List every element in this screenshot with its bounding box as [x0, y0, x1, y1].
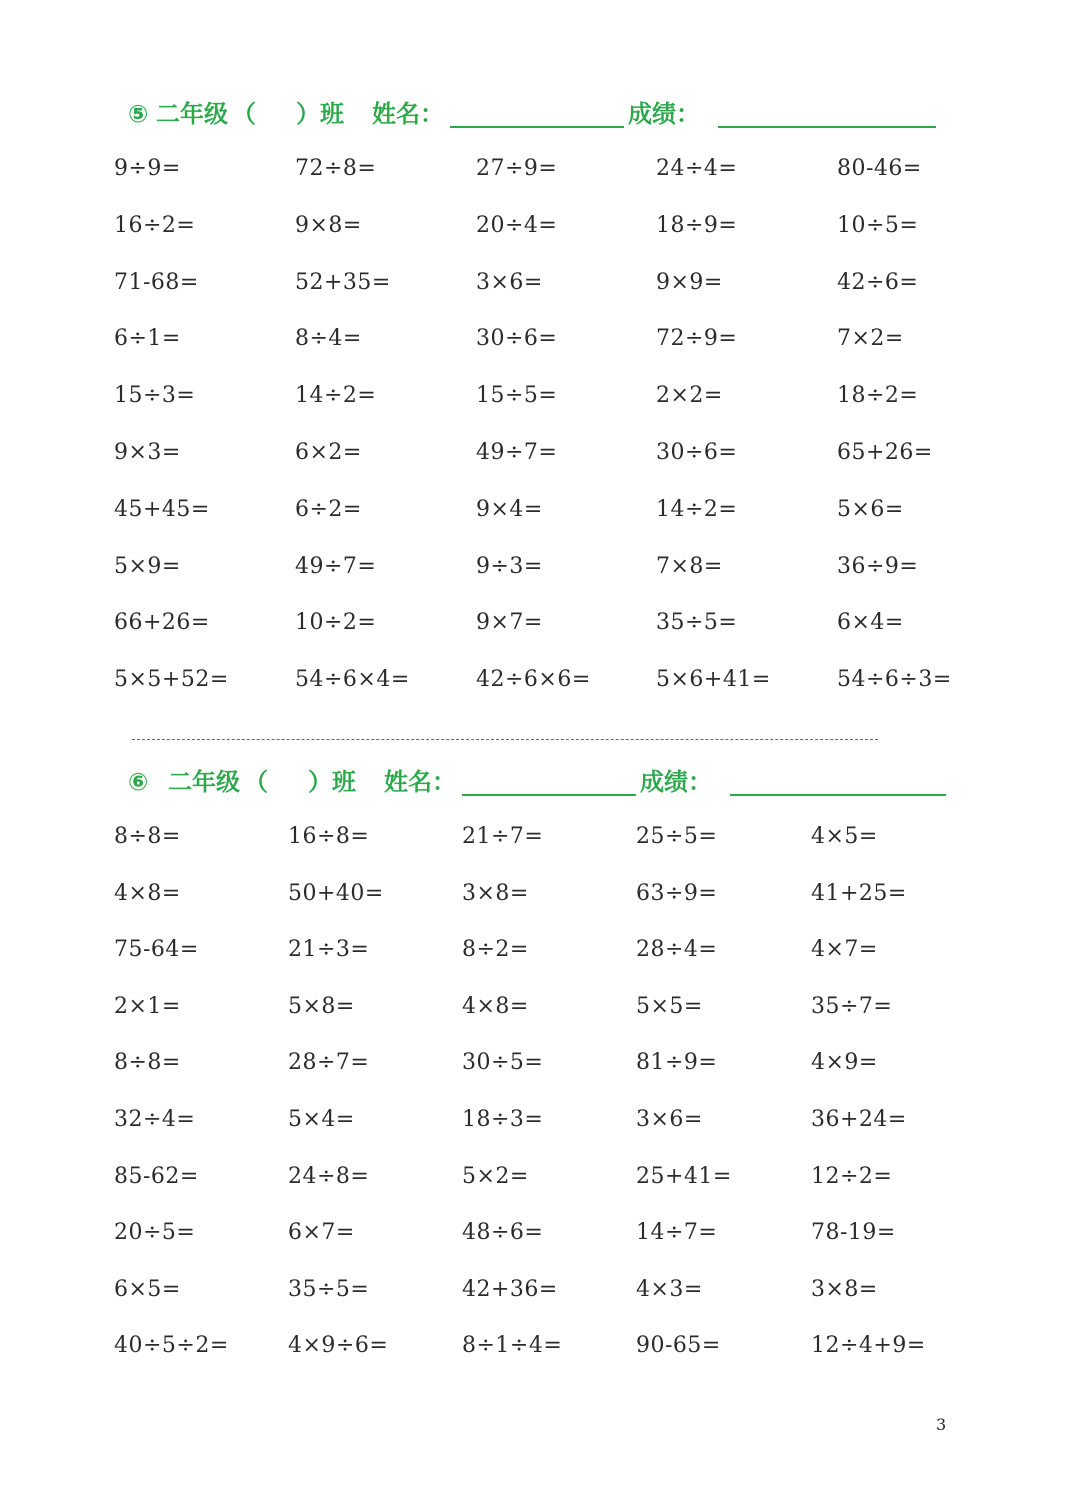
- problem-item: 20÷4=: [476, 212, 558, 238]
- problem-item: 4×8=: [114, 880, 181, 906]
- problem-item: 6÷1=: [114, 326, 181, 352]
- problem-item: 4×8=: [462, 993, 529, 1019]
- problem-item: 65+26=: [837, 440, 933, 465]
- name-label: 姓名：: [372, 100, 444, 128]
- problem-item: 42÷6×6=: [476, 667, 591, 693]
- dashed-divider: [132, 739, 878, 740]
- problem-item: 5×8=: [288, 993, 355, 1019]
- problem-item: 30÷6=: [476, 326, 558, 352]
- problem-item: 5×2=: [462, 1163, 529, 1189]
- problem-item: 80-46=: [837, 156, 922, 181]
- problem-item: 14÷7=: [636, 1220, 718, 1246]
- problem-item: 66+26=: [114, 610, 210, 636]
- name-blank-field[interactable]: [462, 794, 636, 796]
- problem-item: 20÷5=: [114, 1220, 196, 1246]
- problem-item: 8÷8=: [114, 824, 181, 849]
- problem-item: 30÷6=: [656, 440, 738, 465]
- problem-item: 35÷5=: [288, 1276, 370, 1302]
- problem-item: 8÷8=: [114, 1050, 181, 1076]
- problem-item: 28÷4=: [636, 937, 718, 963]
- problem-item: 36÷9=: [837, 553, 919, 579]
- score-blank-field[interactable]: [730, 794, 946, 796]
- problem-item: 49÷7=: [476, 440, 558, 465]
- problem-item: 6÷2=: [295, 496, 362, 522]
- name-blank-field[interactable]: [450, 126, 624, 128]
- problem-item: 6×5=: [114, 1276, 181, 1302]
- grade-label: 二年级: [156, 100, 228, 128]
- problem-item: 54÷6×4=: [295, 667, 410, 693]
- problem-item: 18÷9=: [656, 212, 738, 238]
- score-label: 成绩：: [640, 768, 712, 796]
- problem-item: 21÷3=: [288, 937, 370, 963]
- problem-item: 10÷5=: [837, 212, 919, 238]
- problem-item: 24÷8=: [288, 1163, 370, 1189]
- problem-item: 36+24=: [811, 1107, 907, 1132]
- score-blank-field[interactable]: [718, 126, 936, 128]
- problem-item: 52+35=: [295, 269, 391, 295]
- problem-item: 6×2=: [295, 440, 362, 465]
- problem-item: 8÷2=: [462, 937, 529, 963]
- problem-item: 72÷8=: [295, 156, 377, 181]
- problem-item: 30÷5=: [462, 1050, 544, 1076]
- problem-item: 16÷8=: [288, 824, 370, 849]
- problem-item: 4×5=: [811, 824, 878, 849]
- problem-item: 9×4=: [476, 496, 543, 522]
- worksheet-header: [0, 92, 1080, 136]
- problem-item: 28÷7=: [288, 1050, 370, 1076]
- problem-item: 9÷9=: [114, 156, 181, 181]
- problem-item: 49÷7=: [295, 553, 377, 579]
- problem-item: 42÷6=: [837, 269, 919, 295]
- problem-item: 9×8=: [295, 212, 362, 238]
- problem-item: 27÷9=: [476, 156, 558, 181]
- problem-item: 14÷2=: [295, 383, 377, 409]
- problem-item: 45+45=: [114, 496, 210, 522]
- problem-item: 25÷5=: [636, 824, 718, 849]
- problem-item: 12÷4+9=: [811, 1333, 926, 1359]
- problem-item: 41+25=: [811, 880, 907, 906]
- problem-item: 4×9÷6=: [288, 1333, 389, 1359]
- problem-item: 18÷3=: [462, 1107, 544, 1132]
- problem-item: 4×9=: [811, 1050, 878, 1076]
- worksheet-header: [0, 760, 1080, 804]
- problem-item: 8÷1÷4=: [462, 1333, 563, 1359]
- worksheet-6: [0, 760, 1080, 1359]
- problem-item: 85-62=: [114, 1163, 199, 1189]
- problem-item: 15÷5=: [476, 383, 558, 409]
- problem-item: 4×7=: [811, 937, 878, 963]
- problem-item: 50+40=: [288, 880, 384, 906]
- worksheet-5: [0, 92, 1080, 693]
- problem-item: 35÷7=: [811, 993, 893, 1019]
- score-label: 成绩：: [628, 100, 700, 128]
- problem-item: 5×6=: [837, 496, 904, 522]
- problem-item: 25+41=: [636, 1163, 732, 1189]
- problem-item: 16÷2=: [114, 212, 196, 238]
- problem-item: 4×3=: [636, 1276, 703, 1302]
- problem-item: 12÷2=: [811, 1163, 893, 1189]
- problem-item: 24÷4=: [656, 156, 738, 181]
- problem-item: 5×6+41=: [656, 667, 771, 693]
- problem-item: 21÷7=: [462, 824, 544, 849]
- problem-item: 48÷6=: [462, 1220, 544, 1246]
- class-open-paren: （: [244, 768, 268, 796]
- problem-item: 9×7=: [476, 610, 543, 636]
- problem-item: 75-64=: [114, 937, 199, 963]
- problem-item: 40÷5÷2=: [114, 1333, 229, 1359]
- problem-item: 10÷2=: [295, 610, 377, 636]
- problem-item: 15÷3=: [114, 383, 196, 409]
- problem-item: 42+36=: [462, 1276, 558, 1302]
- problem-item: 3×8=: [811, 1276, 878, 1302]
- problem-item: 9×3=: [114, 440, 181, 465]
- problem-item: 5×4=: [288, 1107, 355, 1132]
- problem-item: 2×2=: [656, 383, 723, 409]
- problem-item: 5×9=: [114, 553, 181, 579]
- class-open-paren: （: [232, 100, 256, 128]
- problem-item: 9÷3=: [476, 553, 543, 579]
- problem-item: 5×5+52=: [114, 667, 229, 693]
- problem-item: 6×4=: [837, 610, 904, 636]
- problem-item: 90-65=: [636, 1333, 721, 1359]
- problem-item: 6×7=: [288, 1220, 355, 1246]
- page-number: 3: [936, 1415, 947, 1434]
- problem-item: 18÷2=: [837, 383, 919, 409]
- problem-item: 3×6=: [476, 269, 543, 295]
- class-label: ）班: [296, 100, 344, 128]
- class-label: ）班: [308, 768, 356, 796]
- problem-item: 14÷2=: [656, 496, 738, 522]
- problem-item: 35÷5=: [656, 610, 738, 636]
- problem-item: 9×9=: [656, 269, 723, 295]
- worksheet-number: ⑥: [128, 768, 149, 796]
- name-label: 姓名：: [384, 768, 456, 796]
- problem-item: 8÷4=: [295, 326, 362, 352]
- problem-item: 81÷9=: [636, 1050, 718, 1076]
- problem-item: 3×8=: [462, 880, 529, 906]
- problem-item: 7×8=: [656, 553, 723, 579]
- problem-item: 7×2=: [837, 326, 904, 352]
- worksheet-number: ⑤: [128, 100, 149, 128]
- problem-item: 32÷4=: [114, 1107, 196, 1132]
- problem-item: 71-68=: [114, 269, 199, 295]
- grade-label: 二年级: [168, 768, 240, 796]
- problem-item: 5×5=: [636, 993, 703, 1019]
- problem-item: 63÷9=: [636, 880, 718, 906]
- problem-item: 3×6=: [636, 1107, 703, 1132]
- problem-item: 72÷9=: [656, 326, 738, 352]
- problem-item: 54÷6÷3=: [837, 667, 952, 693]
- problem-item: 78-19=: [811, 1220, 896, 1246]
- problem-item: 2×1=: [114, 993, 181, 1019]
